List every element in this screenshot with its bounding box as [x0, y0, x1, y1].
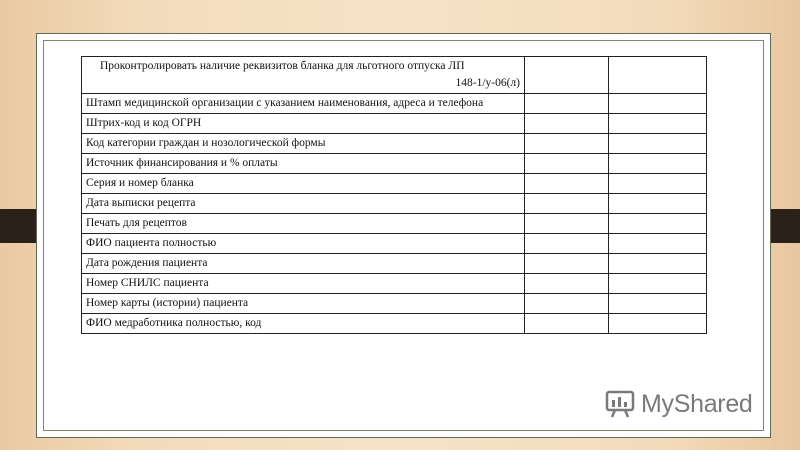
table-row	[82, 114, 707, 134]
row-label: Дата рождения пациента	[82, 254, 525, 274]
row-label: Код категории граждан и нозологической формы	[82, 134, 525, 154]
check-cell	[525, 214, 609, 234]
note-cell	[609, 314, 707, 334]
header-cell	[82, 57, 525, 94]
note-cell	[609, 194, 707, 214]
check-cell	[525, 57, 609, 94]
row-label: ФИО медработника полностью, код	[82, 314, 525, 334]
check-cell	[525, 154, 609, 174]
note-cell	[609, 57, 707, 94]
check-cell	[525, 134, 609, 154]
row-label: Номер СНИЛС пациента	[82, 274, 525, 294]
requisites-checklist-table	[81, 56, 707, 334]
note-cell	[609, 94, 707, 114]
watermark-text: MyShared	[641, 389, 753, 418]
table-row	[82, 214, 707, 234]
check-cell	[525, 194, 609, 214]
table-row	[82, 274, 707, 294]
table-row	[82, 174, 707, 194]
table-row	[82, 294, 707, 314]
myshared-watermark	[605, 386, 753, 422]
check-cell	[525, 274, 609, 294]
check-cell	[525, 254, 609, 274]
check-cell	[525, 114, 609, 134]
note-cell	[609, 174, 707, 194]
note-cell	[609, 214, 707, 234]
check-cell	[525, 294, 609, 314]
check-cell	[525, 94, 609, 114]
table-row	[82, 314, 707, 334]
row-label: Номер карты (истории) пациента	[82, 294, 525, 314]
row-label: Штамп медицинской организации с указанием наименования, адреса и телефона	[82, 94, 525, 114]
table-row	[82, 134, 707, 154]
header-text-line1: Проконтролировать наличие реквизитов бланка для льготного отпуска ЛП	[100, 60, 465, 72]
table-row	[82, 194, 707, 214]
check-cell	[525, 234, 609, 254]
note-cell	[609, 134, 707, 154]
header-text-line2: 148-1/у-06(л)	[455, 77, 520, 89]
table-row	[82, 254, 707, 274]
note-cell	[609, 294, 707, 314]
note-cell	[609, 234, 707, 254]
note-cell	[609, 154, 707, 174]
check-cell	[525, 314, 609, 334]
row-label: Печать для рецептов	[82, 214, 525, 234]
row-label: ФИО пациента полностью	[82, 234, 525, 254]
row-label: Источник финансирования и % оплаты	[82, 154, 525, 174]
slide-frame	[36, 33, 771, 438]
note-cell	[609, 114, 707, 134]
row-label: Дата выписки рецепта	[82, 194, 525, 214]
row-label: Штрих-код и код ОГРН	[82, 114, 525, 134]
row-label: Серия и номер бланка	[82, 174, 525, 194]
myshared-logo-icon	[605, 389, 635, 419]
table-row	[82, 154, 707, 174]
check-cell	[525, 174, 609, 194]
note-cell	[609, 254, 707, 274]
table-row	[82, 234, 707, 254]
note-cell	[609, 274, 707, 294]
table-row	[82, 94, 707, 114]
table-header-row	[82, 57, 707, 94]
